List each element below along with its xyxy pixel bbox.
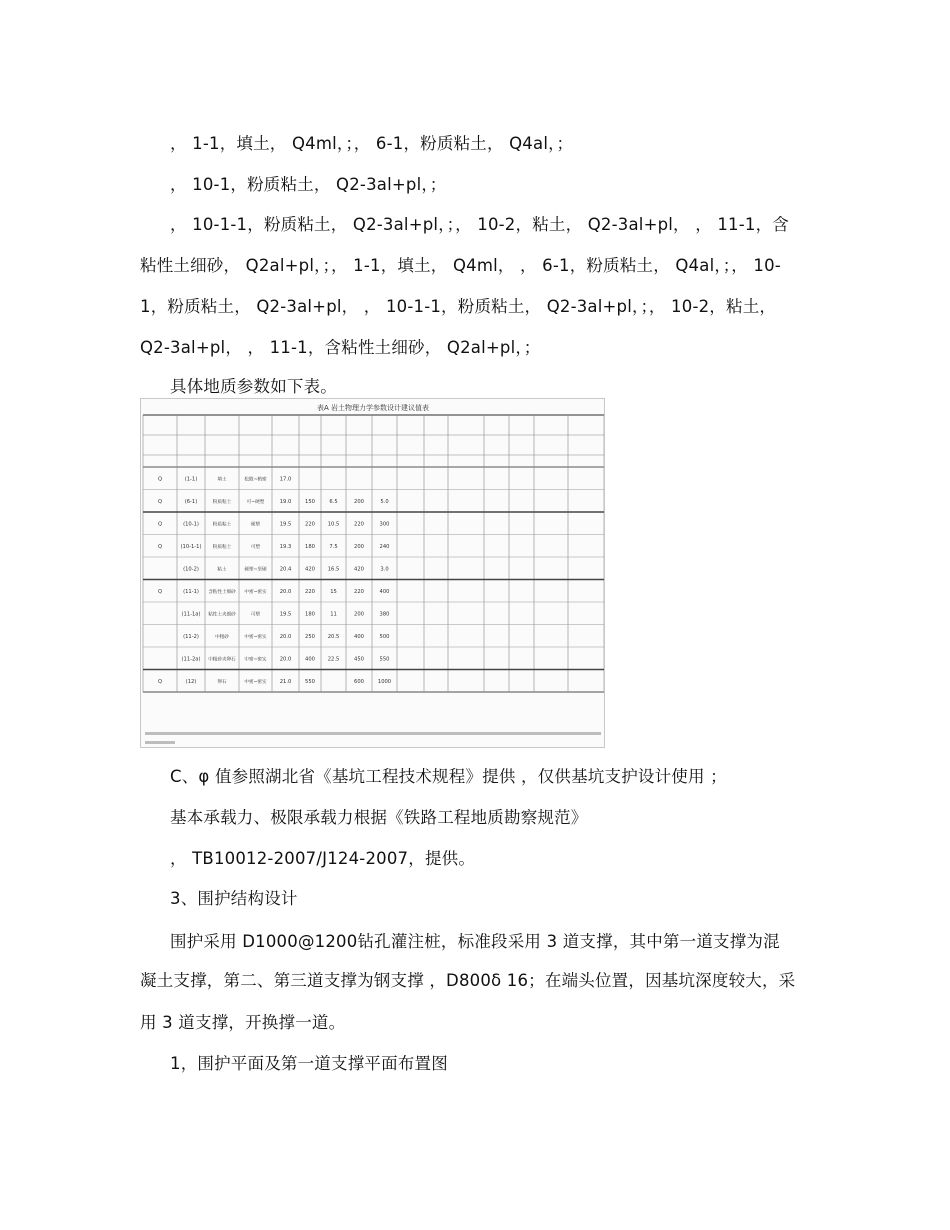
table-cell: 420 (305, 566, 315, 573)
table-cell: 可塑 (250, 612, 261, 618)
paragraph-strata-2: ， 10-1，粉质粘土， Q2-3al+pl，； (170, 175, 447, 194)
table-cell: 硬塑 (250, 522, 261, 528)
paragraph-standard-code: ， TB10012-2007/J124-2007，提供。 (170, 849, 476, 868)
table-cell: (11-2a) (181, 656, 201, 663)
table-cell: 180 (305, 611, 315, 618)
table-cell: 粘性土夹细砂 (208, 612, 236, 618)
paragraph-c-phi-note: C、φ 值参照湖北省《基坑工程技术规程》提供 ，仅供基坑支护设计使用 ； (170, 767, 727, 786)
table-cell: 180 (305, 543, 315, 550)
table-cell: 200 (354, 543, 364, 550)
table-cell: 3.0 (380, 566, 389, 573)
table-cell: 220 (305, 521, 315, 528)
table-cell: 420 (354, 566, 364, 573)
table-cell: 硬塑~坚硬 (244, 567, 267, 573)
table-cell: 220 (354, 588, 364, 595)
table-cell: Q (157, 521, 163, 528)
table-footnote-blur (145, 732, 601, 735)
table-cell: 400 (305, 656, 315, 663)
table-cell: 5.0 (380, 498, 389, 505)
paragraph-strata-3-line4: Q2-3al+pl， ， 11-1，含粘性土细砂， Q2al+pl，； (140, 338, 541, 357)
table-caption: 表A 岩土物理力学参数设计建议值表 (316, 404, 430, 412)
paragraph-strata-3-line1: ， 10-1-1，粉质粘土， Q2-3al+pl，；， 10-2，粘土， Q2-3al+pl， ， 11-1，含 (170, 215, 789, 234)
paragraph-strata-3-line2: 粘性土细砂， Q2al+pl，；， 1-1，填土， Q4ml， ， 6-1，粉质粘土， Q4al，；， 10- (140, 256, 781, 275)
table-cell: 200 (354, 611, 364, 618)
table-cell: Q (157, 543, 163, 550)
table-cell: 1000 (377, 678, 392, 685)
table-cell: 中密~密实 (244, 634, 267, 640)
paragraph-plan-layout: 1，围护平面及第一道支撑平面布置图 (170, 1054, 448, 1073)
table-cell: (10-2) (183, 566, 199, 573)
table-cell: 20.0 (279, 656, 292, 663)
table-cell: (10-1-1) (180, 543, 202, 550)
table-cell: 16.5 (327, 566, 340, 573)
table-cell: 600 (354, 678, 364, 685)
table-cell: 6.5 (329, 498, 338, 505)
table-cell: 450 (354, 656, 364, 663)
table-cell: Q (157, 498, 163, 505)
table-cell: (11-1) (183, 588, 199, 595)
table-cell: 粉质粘土 (212, 544, 232, 550)
geotechnical-parameter-table-image (140, 398, 605, 748)
table-cell: 300 (379, 521, 390, 528)
table-cell: 中密~密实 (244, 679, 267, 685)
table-cell: 19.5 (279, 521, 292, 528)
table-cell: 粘土 (217, 567, 227, 573)
table-cell: 中密~密实 (244, 657, 267, 663)
table-footnote-blur (145, 741, 175, 744)
table-cell: 可塑 (250, 544, 261, 550)
table-cell: 松散~稍密 (244, 477, 267, 483)
paragraph-retaining-line3: 用 3 道支撑，开换撑一道。 (140, 1013, 346, 1032)
table-cell: 400 (379, 588, 390, 595)
table-cell: 15 (330, 588, 337, 595)
table-cell: 19.5 (279, 611, 292, 618)
table-cell: (10-1) (183, 521, 199, 528)
table-cell: 填土 (217, 477, 227, 483)
table-cell: 20.0 (279, 588, 292, 595)
table-cell: (11-2) (183, 633, 199, 640)
paragraph-table-intro: 具体地质参数如下表。 (170, 377, 337, 396)
table-figure-svg (141, 399, 605, 748)
table-cell: 20.5 (327, 633, 340, 640)
table-cell: 150 (305, 498, 315, 505)
table-cell: 22.5 (327, 656, 340, 663)
paragraph-strata-1: ， 1-1，填土， Q4ml，；， 6-1，粉质粘土， Q4al，； (170, 134, 574, 153)
paragraph-retaining-line1: 围护采用 D1000@1200钻孔灌注桩，标准段采用 3 道支撑，其中第一道支撑为混 (170, 932, 780, 951)
table-cell: 中粗砂 (215, 634, 229, 640)
table-cell: Q (157, 588, 163, 595)
table-cell: 19.0 (279, 498, 292, 505)
table-cell: 220 (305, 588, 315, 595)
table-cell: 240 (379, 543, 390, 550)
table-cell: (11-1a) (181, 611, 201, 618)
table-cell: 粉质粘土 (212, 522, 232, 528)
table-cell: Q (157, 678, 163, 685)
table-cell: (1-1) (184, 476, 198, 483)
table-cell: (12) (185, 678, 197, 685)
table-cell: 粉质粘土 (212, 499, 232, 505)
table-cell: (6-1) (184, 498, 198, 505)
table-cell: 20.0 (279, 633, 292, 640)
table-cell: 17.0 (279, 476, 292, 483)
table-cell: 19.3 (279, 543, 292, 550)
table-cell: 10.5 (327, 521, 340, 528)
table-cell: Q (157, 476, 163, 483)
table-cell: 250 (305, 633, 315, 640)
table-cell: 380 (379, 611, 390, 618)
table-cell: 400 (354, 633, 364, 640)
table-cell: 550 (305, 678, 315, 685)
table-cell: 含粘性土细砂 (208, 589, 236, 595)
paragraph-bearing-capacity: 基本承载力、极限承载力根据《铁路工程地质勘察规范》 (170, 808, 588, 827)
section-heading-retaining-design: 3、围护结构设计 (170, 889, 298, 908)
table-cell: 200 (354, 498, 364, 505)
table-cell: 20.4 (279, 566, 292, 573)
table-cell: 500 (379, 633, 390, 640)
table-cell: 中密~密实 (244, 589, 267, 595)
table-cell: 卵石 (217, 679, 227, 685)
table-cell: 220 (354, 521, 364, 528)
table-cell: 550 (379, 656, 390, 663)
paragraph-strata-3-line3: 1，粉质粘土， Q2-3al+pl， ， 10-1-1，粉质粘土， Q2-3al+pl，；， 10-2，粘土， (140, 297, 777, 316)
table-cell: 11 (330, 611, 337, 618)
table-cell: 中粗砂夹卵石 (208, 657, 236, 663)
table-cell: 可~硬塑 (246, 499, 265, 505)
table-cell: 7.5 (329, 543, 338, 550)
table-cell: 21.0 (279, 678, 292, 685)
paragraph-retaining-line2: 凝土支撑，第二、第三道支撑为钢支撑 ，D800δ 16；在端头位置，因基坑深度较大，采 (140, 971, 796, 990)
